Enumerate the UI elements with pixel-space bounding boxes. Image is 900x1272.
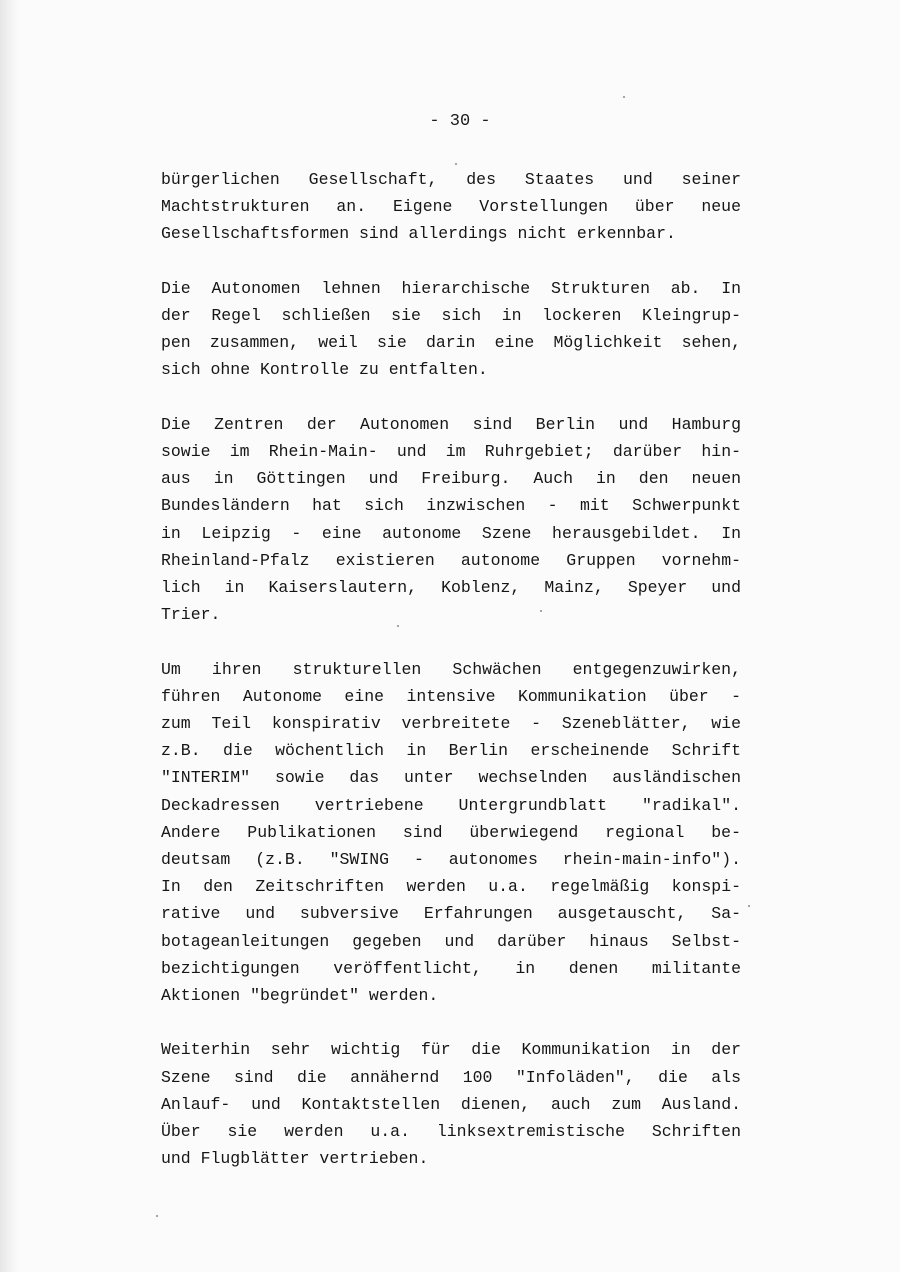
text-line: Die Autonomen lehnen hierarchische Strukturen ab. In: [161, 278, 741, 298]
text-line: Weiterhin sehr wichtig für die Kommunikation in der: [161, 1040, 741, 1060]
text-line: zum Teil konspirativ verbreitete - Szeneblätter, wie: [161, 714, 741, 734]
text-line: Deckadressen vertriebene Untergrundblatt "radikal".: [161, 795, 741, 815]
paragraph: [161, 275, 741, 384]
paragraph: [161, 656, 741, 1010]
text-line: pen zusammen, weil sie darin eine Möglichkeit sehen,: [161, 333, 741, 353]
text-line: rative und subversive Erfahrungen ausgetauscht, Sa-: [161, 904, 741, 924]
scan-speck: [540, 610, 542, 612]
text-line: sowie im Rhein-Main- und im Ruhrgebiet; darüber hin-: [161, 442, 741, 461]
scan-speck: [397, 625, 399, 627]
paragraph: [161, 166, 741, 248]
text-line: z.B. die wöchentlich in Berlin erscheinende Schrift: [161, 741, 741, 761]
text-line: Rheinland-Pfalz existieren autonome Gruppen vornehm-: [161, 550, 741, 570]
text-line: Die Zentren der Autonomen sind Berlin und Hamburg: [161, 414, 741, 434]
text-line: Szene sind die annähernd 100 "Infoläden", die als: [161, 1067, 741, 1087]
scan-speck: [748, 905, 750, 907]
text-line: Andere Publikationen sind überwiegend regional be-: [161, 822, 741, 842]
paragraph: [161, 1036, 741, 1172]
text-line: bezichtigungen veröffentlicht, in denen militante: [161, 958, 741, 978]
text-line: lich in Kaiserslautern, Koblenz, Mainz, Speyer und: [161, 578, 741, 598]
paragraph: [161, 411, 741, 629]
text-line: Um ihren strukturellen Schwächen entgegenzuwirken,: [161, 659, 741, 679]
text-line: Aktionen "begründet" werden.: [161, 986, 439, 1006]
text-line: deutsam (z.B. "SWING - autonomes rhein-main-info").: [161, 850, 741, 870]
text-line: aus in Göttingen und Freiburg. Auch in den neuen: [161, 469, 741, 489]
scan-speck: [156, 1215, 158, 1217]
text-line: "INTERIM" sowie das unter wechselnden ausländischen: [161, 768, 741, 788]
text-line: Anlauf- und Kontaktstellen dienen, auch zum Ausland.: [161, 1094, 741, 1114]
text-line: führen Autonome eine intensive Kommunikation über -: [161, 686, 741, 706]
page-number: - 30 -: [429, 112, 491, 131]
scan-speck: [455, 163, 457, 165]
text-line: und Flugblätter vertrieben.: [161, 1149, 429, 1169]
scan-edge-shadow: [0, 0, 18, 1272]
text-line: der Regel schließen sie sich in lockeren Kleingrup-: [161, 306, 741, 325]
text-line: Gesellschaftsformen sind allerdings nicht erkennbar.: [161, 224, 676, 244]
text-line: in Leipzig - eine autonome Szene herausgebildet. In: [161, 523, 741, 543]
scan-speck: [623, 96, 625, 98]
text-line: Trier.: [161, 605, 221, 625]
text-line: In den Zeitschriften werden u.a. regelmäßig konspi-: [161, 877, 741, 897]
text-line: Machtstrukturen an. Eigene Vorstellungen über neue: [161, 197, 741, 217]
text-line: sich ohne Kontrolle zu entfalten.: [161, 360, 488, 380]
text-line: Bundesländern hat sich inzwischen - mit Schwerpunkt: [161, 496, 741, 516]
text-line: Über sie werden u.a. linksextremistische Schriften: [161, 1122, 741, 1142]
text-line: botageanleitungen gegeben und darüber hinaus Selbst-: [161, 931, 741, 951]
text-line: bürgerlichen Gesellschaft, des Staates und seiner: [161, 170, 741, 189]
body-text: [161, 166, 741, 1200]
